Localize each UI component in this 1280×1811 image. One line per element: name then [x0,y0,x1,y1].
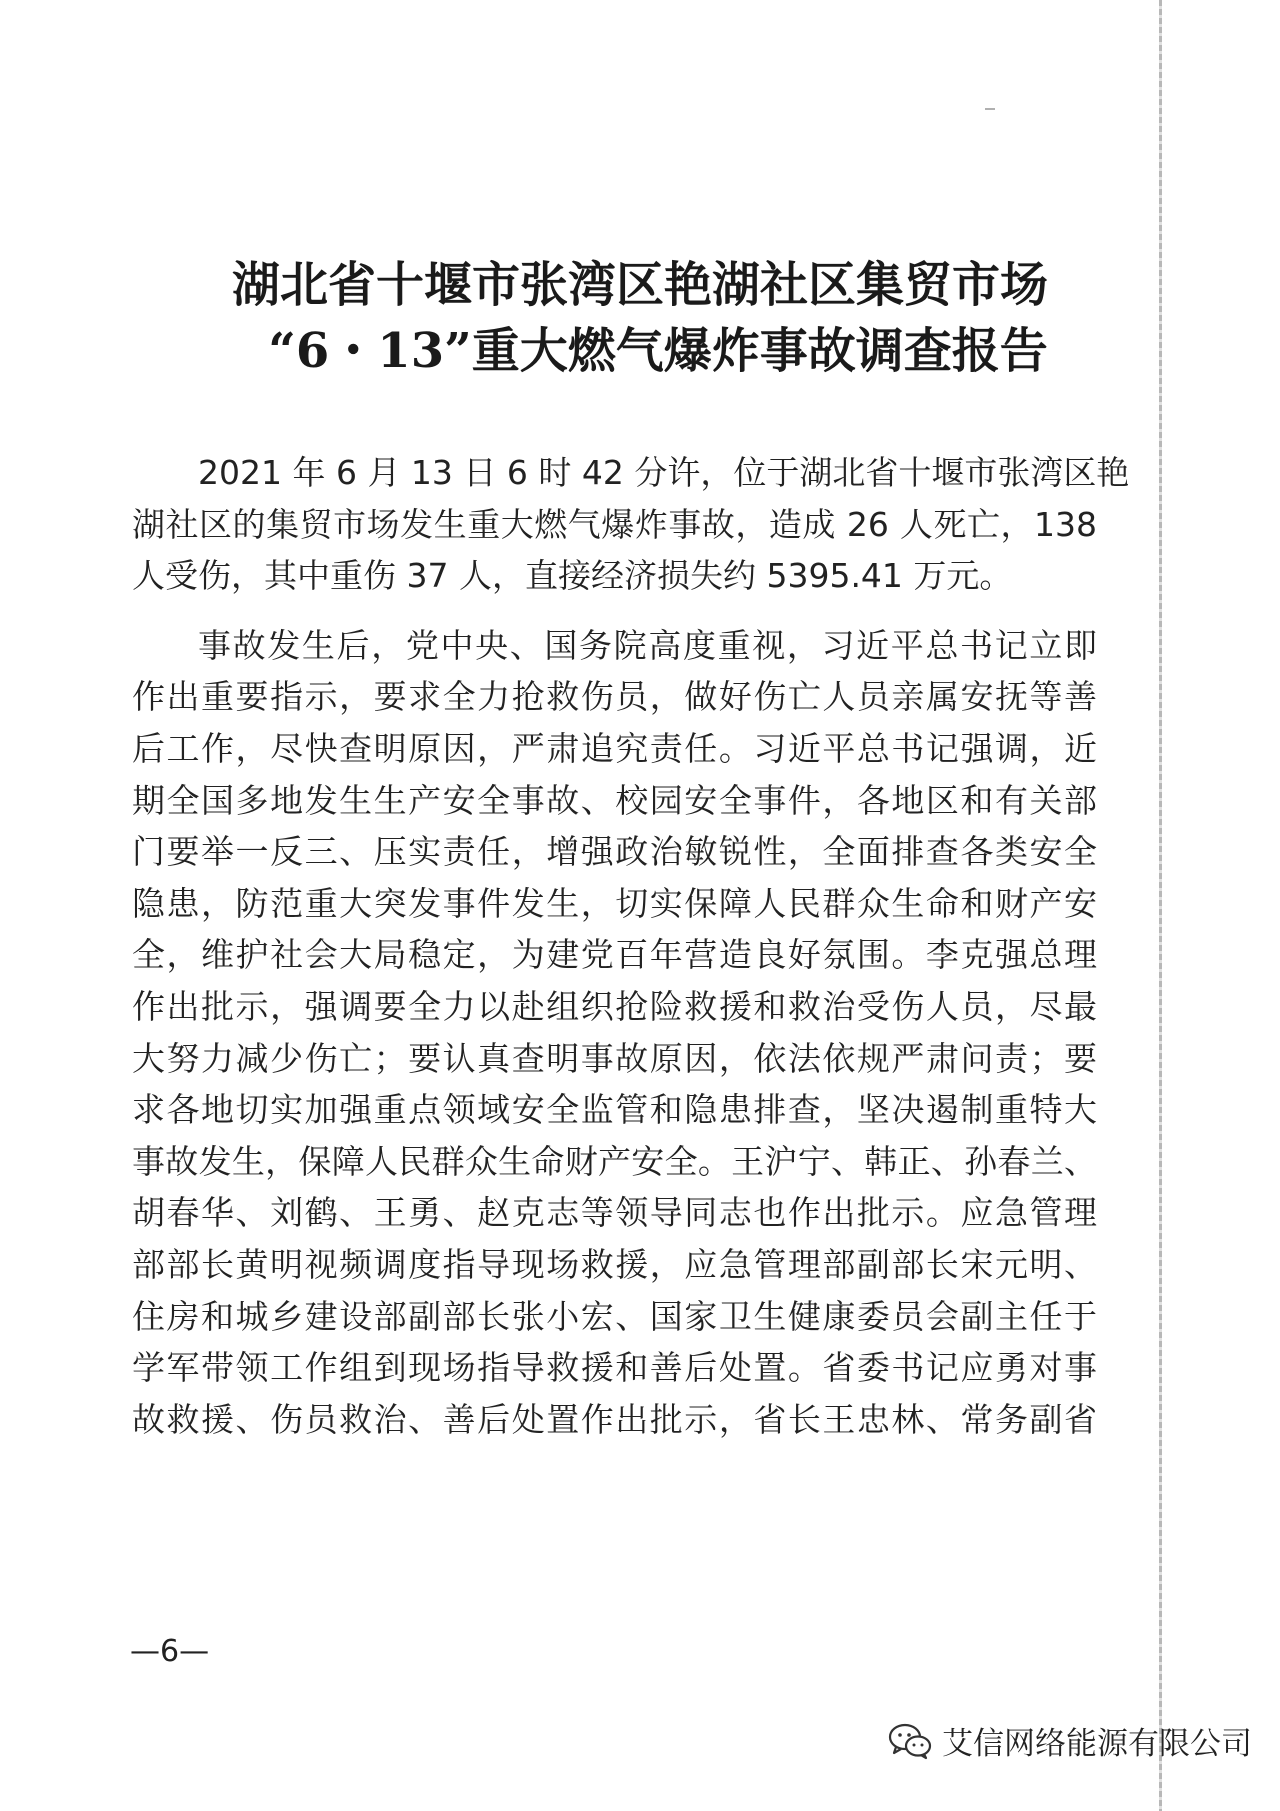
paragraph-1 [132,447,1130,602]
paragraph-line: 大努力减少伤亡；要认真查明事故原因，依法依规严肃问责；要 [132,1038,1097,1078]
title-line-2: “6・13”重大燃气爆炸事故调查报告 [268,323,1048,379]
paragraph-line: 作出批示，强调要全力以赴组织抢险救援和救治受伤人员，尽最 [132,986,1097,1026]
paragraph-line: 后工作，尽快查明原因，严肃追究责任。习近平总书记强调，近 [132,728,1097,768]
paragraph-line: 全，维护社会大局稳定，为建党百年营造良好氛围。李克强总理 [132,935,1097,975]
report-body [132,447,1130,1445]
paragraph-line: 2021 年 6 月 13 日 6 时 42 分许，位于湖北省十堰市张湾区艳 [198,453,1130,492]
paragraph-line: 胡春华、刘鹤、王勇、赵克志等领导同志也作出批示。应急管理 [132,1193,1097,1233]
paragraph-line: 门要举一反三、压实责任，增强政治敏锐性，全面排查各类安全 [132,832,1097,872]
report-title [0,252,1280,384]
page-number: —6— [130,1634,210,1669]
paragraph-line: 部部长黄明视频调度指导现场救援，应急管理部副部长宋元明、 [132,1244,1097,1284]
paragraph-line: 住房和城乡建设部副部长张小宏、国家卫生健康委员会副主任于 [132,1296,1097,1336]
paragraph-2 [132,620,1097,1446]
paragraph-line: 作出重要指示，要求全力抢救伤员，做好伤亡人员亲属安抚等善 [132,677,1097,717]
paragraph-line: 湖社区的集贸市场发生重大燃气爆炸事故，造成 26 人死亡，138 [132,504,1097,544]
paragraph-line: 故救援、伤员救治、善后处置作出批示，省长王忠林、常务副省 [132,1399,1097,1439]
wechat-icon [888,1722,932,1760]
paragraph-line: 求各地切实加强重点领域安全监管和隐患排查，坚决遏制重特大 [132,1090,1097,1130]
wechat-watermark [888,1718,1252,1763]
paragraph-line: 隐患，防范重大突发事件发生，切实保障人民群众生命和财产安 [132,883,1097,923]
paragraph-line: 学军带领工作组到现场指导救援和善后处置。省委书记应勇对事 [132,1348,1097,1388]
title-line-1: 湖北省十堰市张湾区艳湖社区集贸市场 [231,257,1048,313]
paragraph-line: 人受伤，其中重伤 37 人，直接经济损失约 5395.41 万元。 [132,556,1013,596]
scan-speck [985,108,995,110]
paragraph-line: 期全国多地发生生产安全事故、校园安全事件，各地区和有关部 [132,780,1097,820]
paragraph-line: 事故发生，保障人民群众生命财产安全。王沪宁、韩正、孙春兰、 [132,1141,1097,1181]
paragraph-line: 事故发生后，党中央、国务院高度重视，习近平总书记立即 [198,625,1097,665]
watermark-text: 艾信网络能源有限公司 [942,1726,1252,1762]
